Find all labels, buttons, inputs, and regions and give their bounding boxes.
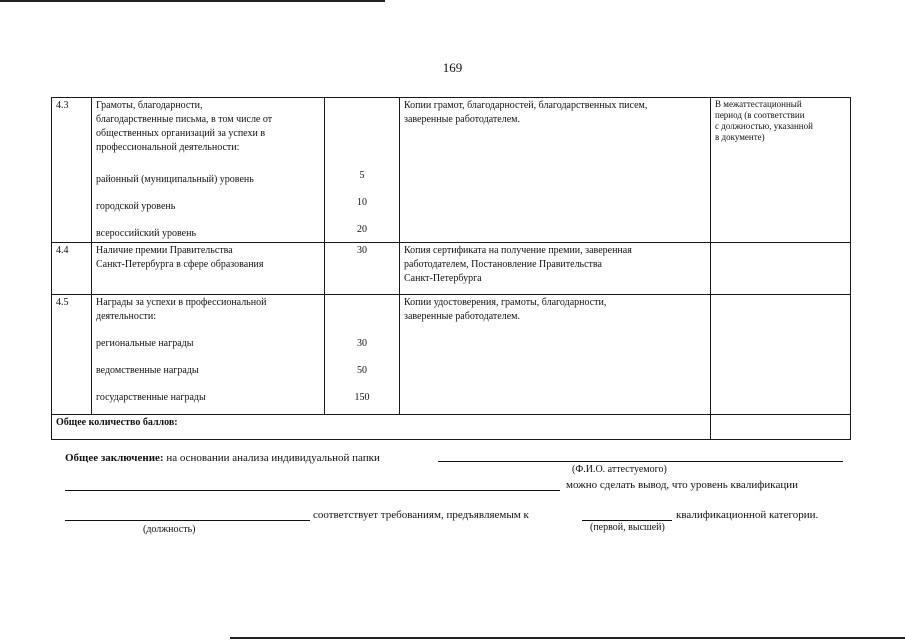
position-caption: (должность) — [143, 524, 196, 535]
sub-criterion: государственные награды — [96, 392, 206, 403]
scan-edge-top — [0, 0, 385, 2]
table-row — [52, 243, 851, 295]
conclusion-line-1 — [65, 452, 380, 464]
documents-line: Копии грамот, благодарностей, благодарственных писем, — [404, 100, 648, 111]
category-caption: (первой, высшей) — [590, 522, 665, 533]
points-cell — [325, 98, 400, 243]
table-row — [52, 295, 851, 415]
period-note-line: период (в соответствии — [715, 110, 805, 120]
criterion-cell — [92, 243, 325, 295]
total-row — [52, 415, 851, 440]
conclusion-text-1: на основании анализа индивидуальной папки — [166, 452, 380, 464]
scan-edge-bottom — [230, 637, 905, 639]
sub-criterion: всероссийский уровень — [96, 228, 197, 239]
points-value: 30 — [357, 338, 367, 349]
points-value: 150 — [354, 392, 370, 403]
points-value: 10 — [357, 197, 367, 208]
documents-line: Копии удостоверения, грамоты, благодарности, — [404, 297, 607, 308]
score-table — [51, 97, 851, 440]
documents-cell — [400, 243, 711, 295]
period-note-cell — [711, 98, 851, 243]
conclusion-text-2: можно сделать вывод, что уровень квалификации — [566, 479, 799, 491]
conclusion-text-4: квалификационной категории. — [676, 509, 819, 521]
period-note-line: в документе) — [715, 132, 765, 142]
fio-blank-line — [438, 461, 843, 462]
total-value-cell — [711, 415, 851, 440]
documents-cell — [400, 98, 711, 243]
category-blank-line — [582, 520, 672, 521]
documents-line: заверенные работодателем. — [404, 311, 520, 322]
points-cell — [325, 295, 400, 415]
documents-cell — [400, 295, 711, 415]
sub-criterion: городской уровень — [96, 201, 176, 212]
documents-line: Копия сертификата на получение премии, заверенная — [404, 245, 632, 256]
period-note-line: с должностью, указанной — [715, 121, 813, 131]
criterion-cell — [92, 295, 325, 415]
page-number: 169 — [442, 60, 463, 75]
row-number: 4.5 — [52, 295, 92, 415]
points-value: 30 — [357, 245, 367, 256]
points-value: 20 — [357, 224, 367, 235]
points-cell — [325, 243, 400, 295]
conclusion-text-3: соответствует требованиям, предъявляемым к — [313, 509, 529, 521]
criterion-line: Наличие премии Правительства — [96, 245, 233, 256]
points-value: 5 — [359, 170, 365, 181]
criterion-line: благодарственные письма, в том числе от — [96, 114, 273, 125]
documents-line: Санкт-Петербурга — [404, 273, 482, 284]
table-row — [52, 98, 851, 243]
total-label: Общее количество баллов: — [52, 415, 711, 440]
sub-criterion: районный (муниципальный) уровень — [96, 174, 254, 185]
period-note-line: В межаттестационный — [715, 99, 802, 109]
fio-caption: (Ф.И.О. аттестуемого) — [572, 464, 667, 475]
position-blank-line — [65, 520, 310, 521]
criterion-line: профессиональной деятельности: — [96, 142, 240, 153]
criterion-cell — [92, 98, 325, 243]
sub-criterion: региональные награды — [96, 338, 194, 349]
documents-line: заверенные работодателем. — [404, 114, 520, 125]
criterion-line: деятельности: — [96, 311, 157, 322]
row-number: 4.4 — [52, 243, 92, 295]
documents-line: работодателем, Постановление Правительства — [404, 259, 602, 270]
row-number: 4.3 — [52, 98, 92, 243]
fio-continuation-blank-line — [65, 490, 560, 491]
sub-criterion: ведомственные награды — [96, 365, 199, 376]
criterion-line: Грамоты, благодарности, — [96, 100, 203, 111]
conclusion-label: Общее заключение: — [65, 452, 164, 464]
criterion-line: общественных организаций за успехи в — [96, 128, 266, 139]
criterion-line: Награды за успехи в профессиональной — [96, 297, 267, 308]
criterion-line: Санкт-Петербурга в сфере образования — [96, 259, 264, 270]
period-note-cell — [711, 243, 851, 295]
period-note-cell — [711, 295, 851, 415]
points-value: 50 — [357, 365, 367, 376]
